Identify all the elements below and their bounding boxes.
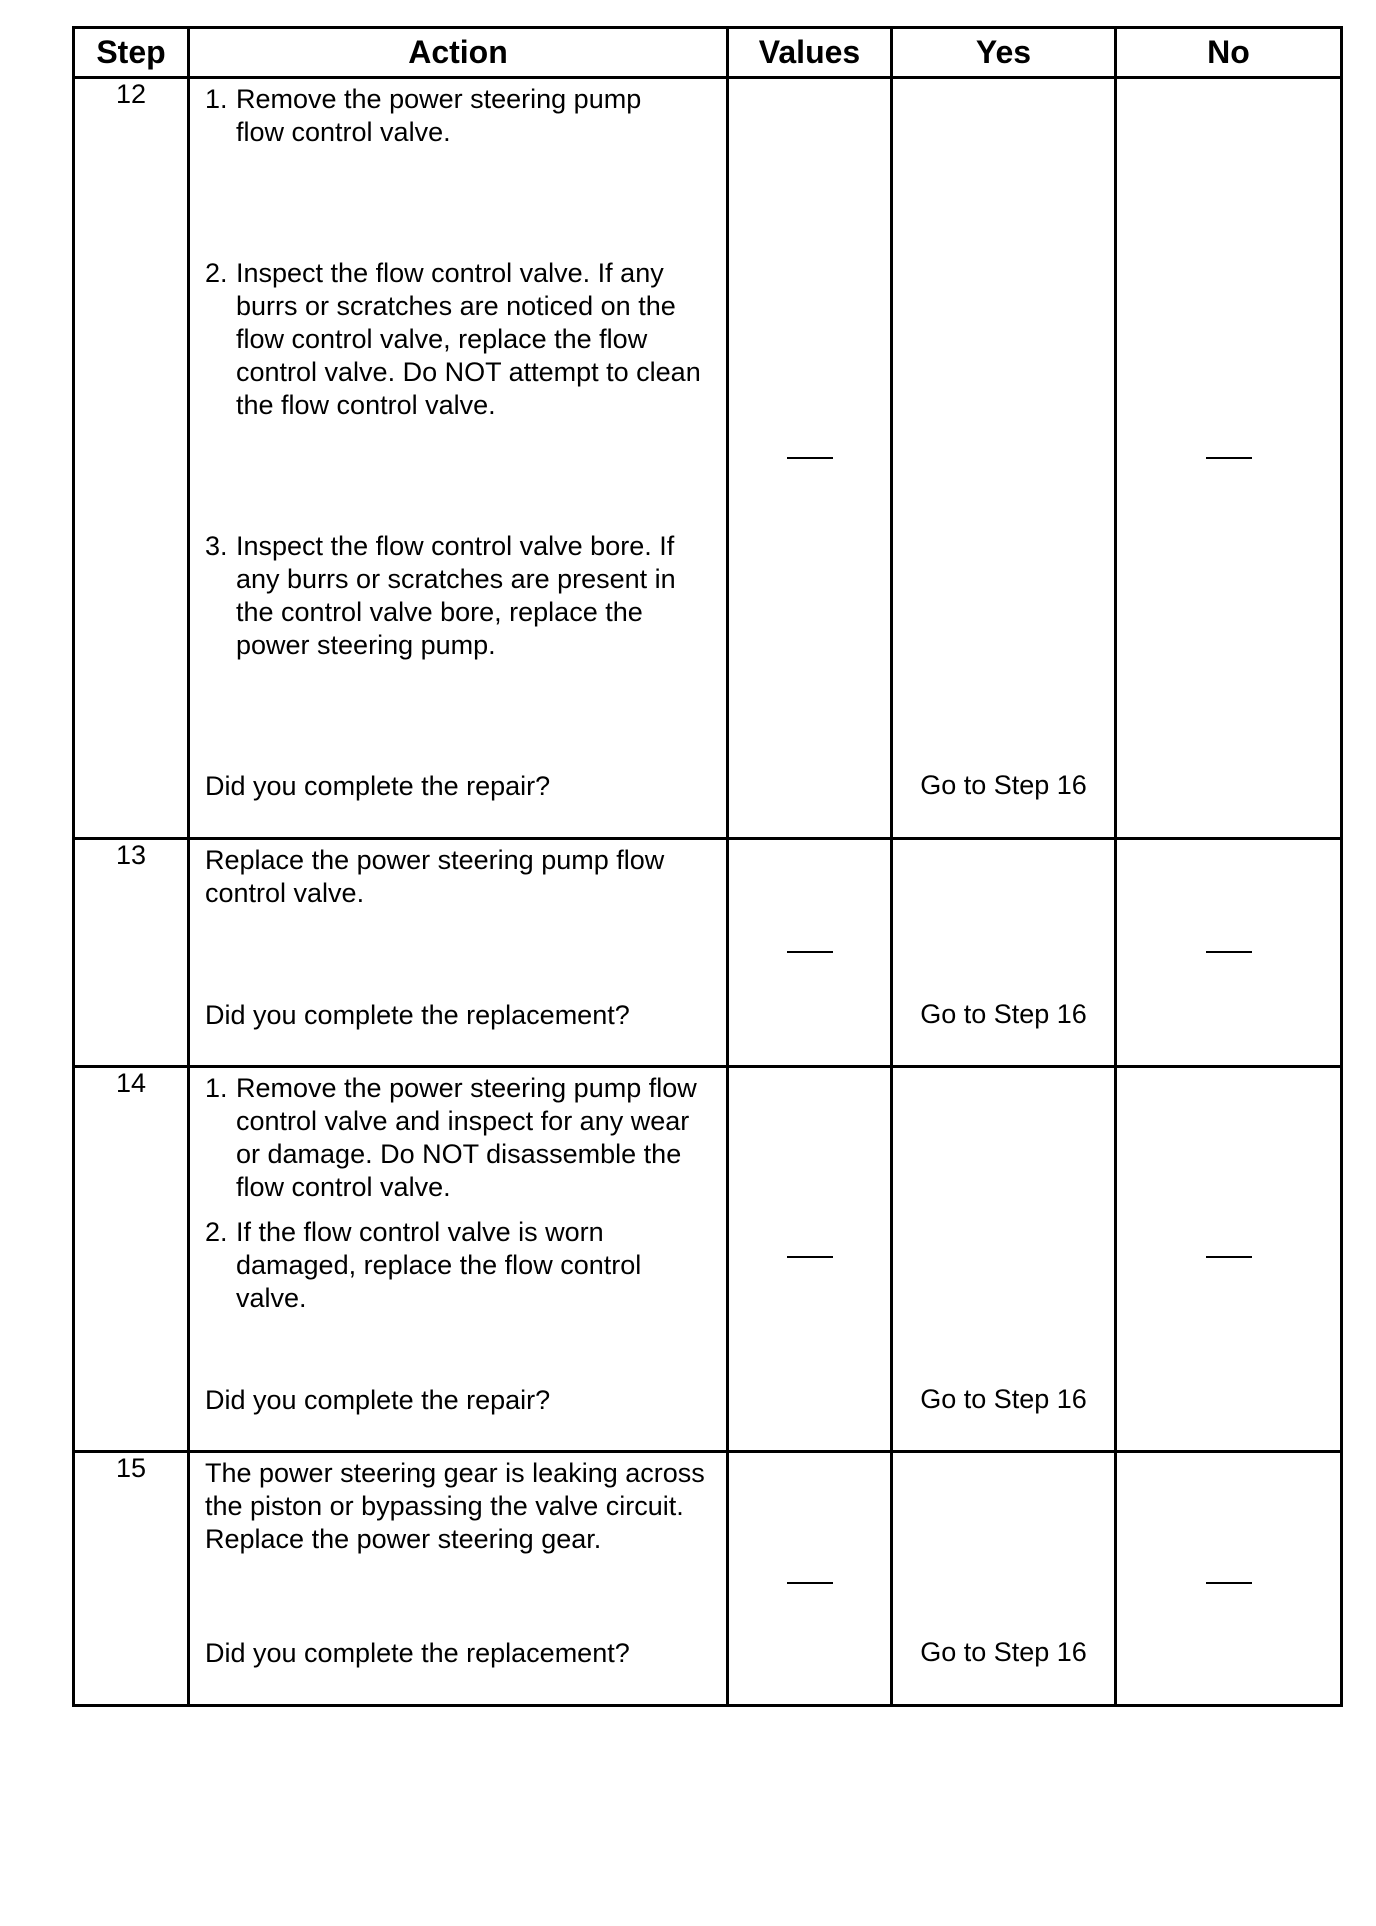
step-number: 15 [74, 1452, 189, 1706]
dash [787, 951, 833, 953]
question-text: Did you complete the replacement? [205, 1000, 630, 1030]
dash [787, 1256, 833, 1258]
values-cell [728, 839, 892, 1067]
action-item [205, 1216, 718, 1315]
action-cell [189, 839, 728, 1067]
item-number: 1. [205, 1073, 228, 1103]
header-yes: Yes [892, 28, 1116, 78]
no-cell [1116, 1067, 1342, 1452]
values-cell [728, 1067, 892, 1452]
dash [787, 457, 833, 459]
question-text: Did you complete the replacement? [205, 1638, 630, 1668]
no-cell [1116, 78, 1342, 839]
item-number: 1. [205, 84, 228, 114]
yes-cell [892, 839, 1116, 1067]
dash [1206, 1582, 1252, 1584]
question-text: Did you complete the repair? [205, 771, 551, 801]
goto-step-link[interactable]: Go to Step 16 [920, 1384, 1087, 1414]
item-number: 2. [205, 1217, 228, 1247]
table-row-step-15 [74, 1452, 1342, 1706]
diagnostic-table-page [72, 26, 1340, 1707]
action-text: The power steering gear is leaking across the piston or bypassing the valve circuit. Replace the power steering gear. [205, 1458, 705, 1554]
item-text: Remove the power steering pump flow control valve. [236, 84, 642, 147]
header-no: No [1116, 28, 1342, 78]
action-text: Replace the power steering pump flow control valve. [205, 845, 665, 908]
item-text: Inspect the flow control valve. If any burrs or scratches are noticed on the flow control valve, replace the flow control valve. Do NOT attempt to clean the flow control valve. [236, 258, 701, 420]
step-number: 14 [74, 1067, 189, 1452]
item-text: If the flow control valve is worn damaged, replace the flow control valve. [236, 1217, 642, 1313]
action-item [205, 1072, 718, 1204]
values-cell [728, 1452, 892, 1706]
goto-step-link[interactable]: Go to Step 16 [920, 1637, 1087, 1667]
action-cell [189, 1452, 728, 1706]
item-text: Inspect the flow control valve bore. If any burrs or scratches are present in the control valve bore, replace the power steering pump. [236, 531, 676, 660]
yes-cell [892, 78, 1116, 839]
step-number: 13 [74, 839, 189, 1067]
yes-cell [892, 1452, 1116, 1706]
item-number: 3. [205, 531, 228, 561]
action-item [205, 83, 718, 149]
step-number: 12 [74, 78, 189, 839]
item-number: 2. [205, 258, 228, 288]
values-cell [728, 78, 892, 839]
table-row-step-14 [74, 1067, 1342, 1452]
question-text: Did you complete the repair? [205, 1385, 551, 1415]
action-cell [189, 78, 728, 839]
header-action: Action [189, 28, 728, 78]
header-row [74, 28, 1342, 78]
yes-cell [892, 1067, 1116, 1452]
goto-step-link[interactable]: Go to Step 16 [920, 770, 1087, 800]
item-text: Remove the power steering pump flow control valve and inspect for any wear or damage. Do NOT disassemble the flow control valve. [236, 1073, 697, 1202]
dash [1206, 1256, 1252, 1258]
action-cell [189, 1067, 728, 1452]
dash [1206, 951, 1252, 953]
no-cell [1116, 839, 1342, 1067]
header-values: Values [728, 28, 892, 78]
header-step: Step [74, 28, 189, 78]
goto-step-link[interactable]: Go to Step 16 [920, 999, 1087, 1029]
no-cell [1116, 1452, 1342, 1706]
dash [1206, 457, 1252, 459]
action-item [205, 257, 718, 422]
table-row-step-13 [74, 839, 1342, 1067]
diagnostic-table [72, 26, 1343, 1707]
table-row-step-12 [74, 78, 1342, 839]
dash [787, 1582, 833, 1584]
action-item [205, 530, 718, 662]
